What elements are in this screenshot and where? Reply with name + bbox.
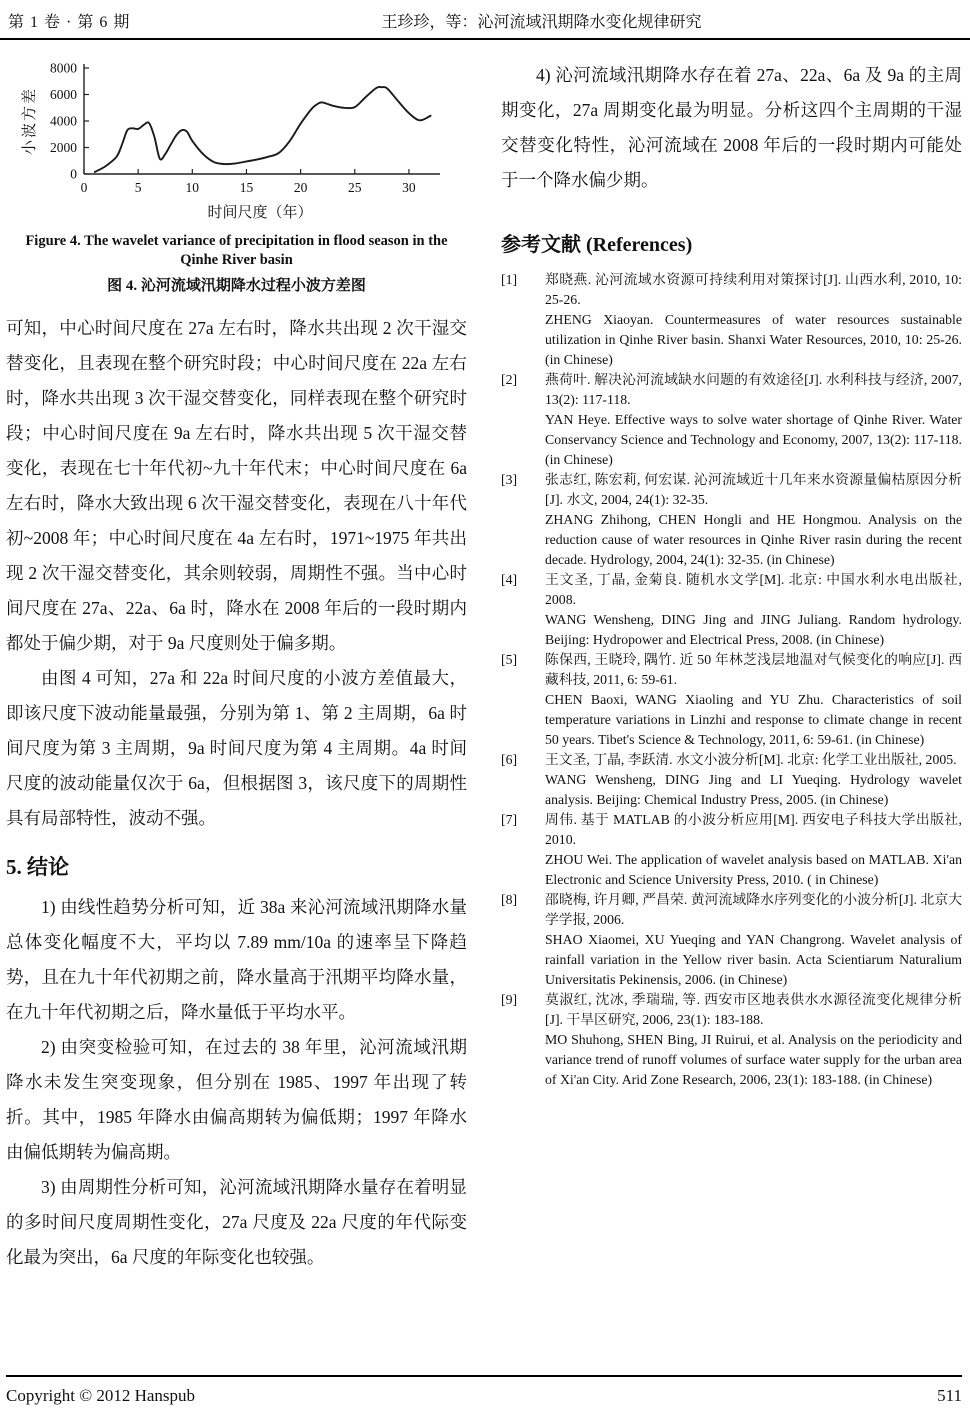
x-tick-label: 10 [185,180,199,195]
reference-item [501,650,962,750]
paragraph-main-periods: 由图 4 可知，27a 和 22a 时间尺度的小波方差值最大，即该尺度下波动能量最强，分别为第 1、第 2 主周期，6a 时间尺度为第 3 主周期，9a 时间尺度为第 4 主周期。4a 时间尺度的波动能量仅次于 6a，但根据图 3，该尺度下的周期性具有局部特性，波动不强。 [6,668,467,828]
reference-text [545,270,962,370]
left-column [6,54,467,1275]
reference-text-en: WANG Wensheng, DING Jing and JING Juliang. Random hydrology. Beijing: Hydropower and Electrical Press, 2008. (in Chinese) [545,612,962,647]
reference-number: [9] [501,992,518,1007]
y-tick-label: 2000 [49,140,77,155]
x-tick-label: 25 [347,180,362,195]
reference-item [501,990,962,1090]
reference-text-en: MO Shuhong, SHEN Bing, JI Ruirui, et al. Analysis on the periodicity and variance trend of runoff volumes of surface water supply for the urban area of Xi'an City. Arid Zone Research, 2006, 23(1): 183-188. (in Chinese) [545,1032,962,1087]
reference-item [501,570,962,650]
x-tick-label: 20 [293,180,307,195]
reference-text-en: ZHOU Wei. The application of wavelet analysis based on MATLAB. Xi'an Electronic and Science University Press, 2010. ( in Chinese) [545,852,962,887]
y-tick-label: 4000 [49,113,77,129]
footer-copyright: Copyright © 2012 Hanspub [6,1386,196,1405]
volume-issue: 第 1 卷 · 第 6 期 [8,14,131,31]
reference-number: [6] [501,752,518,767]
reference-number: [8] [501,892,518,907]
reference-text [545,470,962,570]
reference-text [545,570,962,650]
reference-item [501,270,962,370]
page-footer [6,1375,962,1406]
reference-number: [5] [501,652,518,667]
reference-number: [2] [501,372,518,387]
reference-text-zh: 王文圣, 丁晶, 金菊良. 随机水文学[M]. 北京: 中国水利水电出版社, 2008. [545,572,962,607]
reference-text [545,990,962,1090]
reference-text [545,750,962,810]
reference-item [501,370,962,470]
references-heading: 参考文献 (References) [501,234,693,256]
reference-text [545,370,962,470]
reference-text-zh: 陈保西, 王晓玲, 隅竹. 近 50 年林芝浅层地温对气候变化的响应[J]. 西藏科技, 2011, 6: 59-61. [545,652,962,687]
reference-text-zh: 周伟. 基于 MATLAB 的小波分析应用[M]. 西安电子科技大学出版社, 2010. [545,812,962,847]
x-axis-title: 时间尺度（年） [206,205,313,221]
reference-text-en: YAN Heye. Effective ways to solve water shortage of Qinhe River. Water Conservancy Science and Technology and Economy, 2007, 13(2): 117-118. (in Chinese) [545,412,962,467]
x-tick-label: 0 [80,180,87,195]
conclusion-item-2: 2) 由突变检验可知，在过去的 38 年里，沁河流域汛期降水未发生突变现象，但分别在 1985、1997 年出现了转折。其中，1985 年降水由偏高期转为偏低期；1997 年降水由偏低期转为偏高期。 [6,1037,467,1162]
right-column [501,54,962,1275]
reference-text-zh: 王文圣, 丁晶, 李跃清. 水文小波分析[M]. 北京: 化学工业出版社, 2005. [545,752,957,767]
conclusion-item-4: 4) 沁河流域汛期降水存在着 27a、22a、6a 及 9a 的主周期变化，27a 周期变化最为明显。分析这四个主周期的干湿交替变化特性，沁河流域在 2008 年后的一段时期内可能处于一个降水偏少期。 [501,65,962,190]
references-list [501,270,962,1090]
footer-page-number: 511 [937,1386,962,1405]
conclusion-item-3: 3) 由周期性分析可知，沁河流域汛期降水量存在着明显的多时间尺度周期性变化，27a 尺度及 22a 尺度的年代际变化最为突出，6a 尺度的年际变化也较强。 [6,1177,467,1267]
y-tick-label: 0 [69,166,77,182]
reference-text-en: CHEN Baoxi, WANG Xiaoling and YU Zhu. Characteristics of soil temperature variations in Linzhi and response to climate change in recent 50 years. Tibet's Science & Technology, 2011, 6: 59-61. (in Chinese) [545,692,962,747]
reference-text-zh: 邵晓梅, 许月卿, 严昌荣. 黄河流域降水序列变化的小波分析[J]. 北京大学学报, 2006. [545,892,962,927]
reference-item [501,810,962,890]
reference-number: [3] [501,472,518,487]
section-heading-conclusion: 5. 结论 [6,855,69,879]
x-tick-label: 5 [134,180,142,195]
reference-text-en: ZHENG Xiaoyan. Countermeasures of water resources sustainable utilization in Qinhe River basin. Shanxi Water Resources, 2010, 10: 25-26. (in Chinese) [545,312,962,367]
reference-item [501,470,962,570]
reference-item [501,750,962,810]
figure-4 [6,56,467,295]
paragraph-wavelet-analysis: 可知，中心时间尺度在 27a 左右时，降水共出现 2 次干湿交替变化，且表现在整个研究时段；中心时间尺度在 22a 左右时，降水共出现 3 次干湿交替变化，同样表现在整个研究时段；中心时间尺度在 9a 左右时，降水共出现 5 次干湿交替变化，表现在七十年代初~九十年代末；中心时间尺度在 6a 左右时，降水大致出现 6 次干湿交替变化，表现在八十年代初~2008 年；中心时间尺度在 4a 左右时，1971~1975 年共出现 2 次干湿交替变化，其余则较弱，周期性不强。当中心时间尺度在 27a、22a、6a 时，降水在 2008 年后的一段时期内都处于偏少期，对于 9a 尺度则处于偏多期。 [6,318,467,653]
reference-number: [1] [501,272,518,287]
figure-caption-zh: 图 4. 沁河流域汛期降水过程小波方差图 [107,278,366,294]
reference-text-zh: 莫淑红, 沈冰, 季瑞瑞, 等. 西安市区地表供水水源径流变化规律分析[J]. 干旱区研究, 2006, 23(1): 183-188. [545,992,962,1027]
page-header [0,0,970,40]
reference-text-en: WANG Wensheng, DING Jing and LI Yueqing. Hydrology wavelet analysis. Beijing: Chemical Industry Press, 2005. (in Chinese) [545,772,962,807]
figure-caption-en: Figure 4. The wavelet variance of precipitation in flood season in the Qinhe River basin [25,233,448,268]
reference-text-en: SHAO Xiaomei, XU Yueqing and YAN Changrong. Wavelet analysis of rainfall variation in the Yellow river basin. Acta Scientiarum Naturalium Universitatis Pekinensis, 2006. (in Chinese) [545,932,962,987]
reference-text [545,890,962,990]
conclusion-item-1: 1) 由线性趋势分析可知，近 38a 来沁河流域汛期降水量总体变化幅度不大，平均以 7.89 mm/10a 的速率呈下降趋势，且在九十年代初期之前，降水量高于汛期平均降水量，在九十年代初期之后，降水量低于平均水平。 [6,897,467,1022]
two-column-body [0,40,970,1275]
reference-number: [7] [501,812,518,827]
y-tick-label: 8000 [49,60,77,76]
reference-text-zh: 燕荷叶. 解决沁河流域缺水问题的有效途径[J]. 水利科技与经济, 2007, 13(2): 117-118. [545,372,962,407]
reference-item [501,890,962,990]
y-axis-title: 小波方差 [21,86,38,156]
wavelet-variance-chart [18,56,456,224]
reference-text-zh: 张志红, 陈宏莉, 何宏谋. 沁河流域近十几年来水资源量偏枯原因分析[J]. 水文, 2004, 24(1): 32-35. [545,472,962,507]
y-tick-label: 6000 [49,87,77,102]
reference-text-zh: 郑晓燕. 沁河流域水资源可持续利用对策探讨[J]. 山西水利, 2010, 10: 25-26. [545,272,962,307]
running-title: 王珍珍，等：沁河流域汛期降水变化规律研究 [381,14,702,31]
x-tick-label: 15 [239,180,253,195]
reference-text [545,810,962,890]
x-tick-label: 30 [401,180,416,195]
reference-number: [4] [501,572,518,587]
reference-text-en: ZHANG Zhihong, CHEN Hongli and HE Hongmou. Analysis on the reduction cause of water resources in Qinhe River rasin during the recent decade. Hydrology, 2004, 24(1): 32-35. (in Chinese) [545,512,962,567]
variance-curve [94,87,430,172]
reference-text [545,650,962,750]
